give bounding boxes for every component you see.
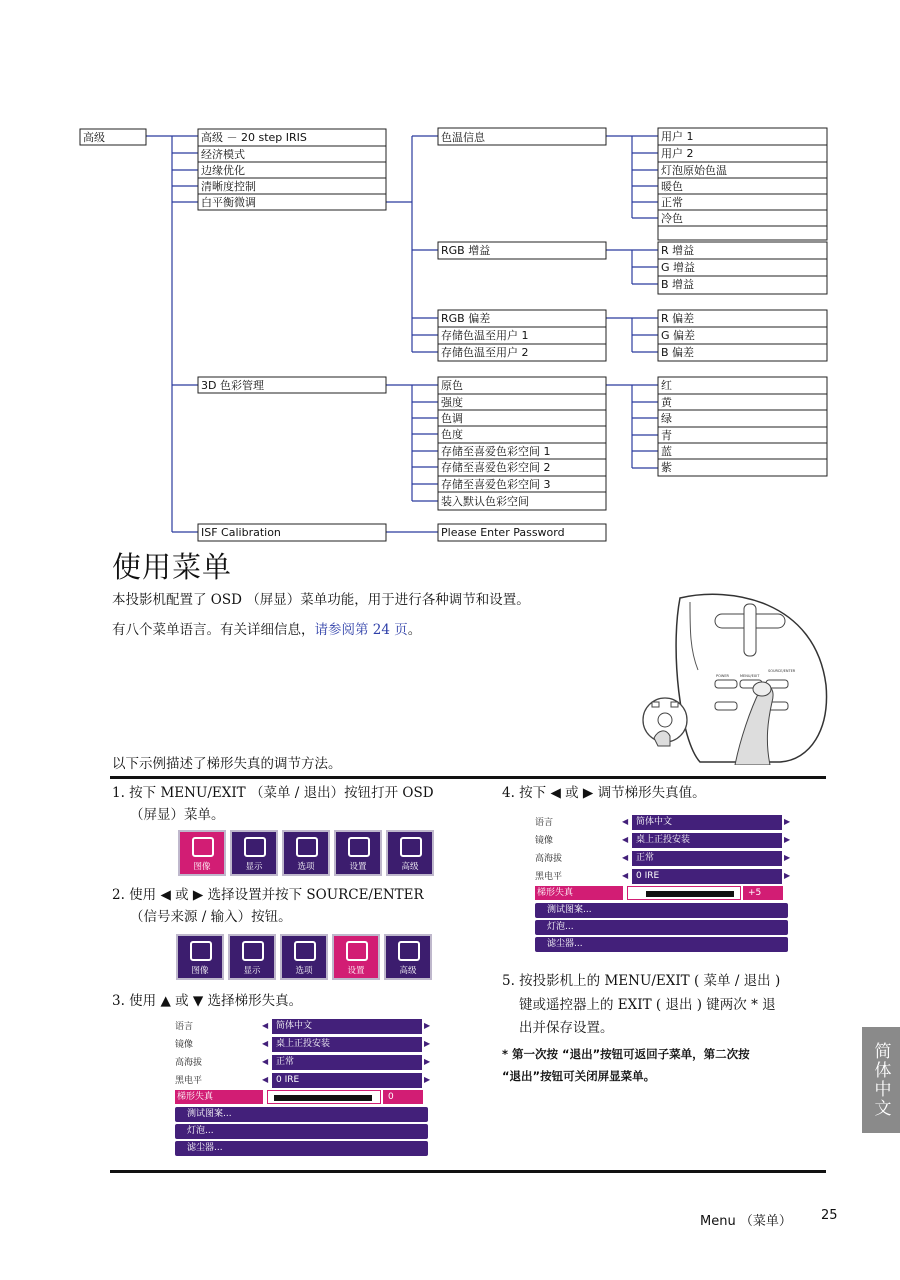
step5-line3: 出并保存设置。 [519, 1020, 614, 1036]
tree-node-rgb-offset: RGB 偏差 [441, 312, 491, 325]
arrow-left-icon[interactable]: ◀ [622, 835, 629, 844]
tree-node-lamp-native: 灯泡原始色温 [661, 164, 727, 177]
osd-key: 黑电平 [175, 1076, 203, 1086]
step4-line1: 4. 按下 ◀ 或 ▶ 调节梯形失真值。 [502, 785, 706, 801]
tab-options[interactable] [282, 830, 330, 876]
intro-paragraph-2 [112, 618, 421, 638]
osd-panel-step4 [535, 815, 791, 955]
osd-row-black-level[interactable] [535, 869, 791, 884]
osd-sub-filter[interactable]: 滤尘器... [535, 937, 788, 952]
keystone-value: 0 [383, 1090, 423, 1104]
arrow-left-icon[interactable]: ◀ [262, 1057, 269, 1066]
control-panel-illustration [640, 590, 830, 765]
tree-node-3d-color: 3D 色彩管理 [201, 379, 264, 392]
setup-icon [348, 837, 370, 857]
keystone-slider-bar [274, 1095, 372, 1101]
arrow-left-icon[interactable]: ◀ [622, 817, 629, 826]
picture-icon [192, 837, 214, 857]
osd-value: 正常 [272, 1055, 422, 1070]
tree-node-b-offset: B 偏差 [661, 346, 695, 359]
osd-row-altitude[interactable] [175, 1055, 431, 1070]
tree-node-hue: 色调 [441, 412, 463, 425]
section-rule-top [110, 776, 826, 779]
step5-line1: 5. 按投影机上的 MENU/EXIT ( 菜单 / 退出 ) [502, 973, 781, 989]
osd-sub-filter[interactable]: 滤尘器... [175, 1141, 428, 1156]
osd-key: 高海拔 [535, 854, 563, 864]
intro2-suffix: 。 [407, 622, 422, 638]
osd-row-language[interactable] [175, 1019, 431, 1034]
tree-node-load-default: 装入默认色彩空间 [441, 495, 529, 508]
arrow-right-icon[interactable]: ▶ [784, 853, 791, 862]
keystone-label: 梯形失真 [535, 886, 623, 900]
tree-node-sharpness: 清晰度控制 [201, 180, 256, 193]
keystone-slider-bar [646, 891, 734, 897]
tree-node-save-space3: 存储至喜爱色彩空间 3 [441, 478, 551, 491]
tab-picture[interactable] [176, 934, 224, 980]
step3-line1: 3. 使用 ▲ 或 ▼ 选择梯形失真。 [112, 993, 303, 1009]
footer-section-name: Menu （菜单） [700, 1214, 792, 1229]
arrow-right-icon[interactable]: ▶ [784, 817, 791, 826]
tree-node-blue: 蓝 [661, 445, 672, 458]
arrow-right-icon[interactable]: ▶ [424, 1057, 431, 1066]
intro2-prefix: 有八个菜单语言。有关详细信息， [112, 622, 315, 638]
step5-line2: 键或遥控器上的 EXIT ( 退出 ) 键两次 * 退 [519, 997, 776, 1013]
tree-root [80, 129, 146, 145]
remote-label-menu: MENU/EXIT [740, 674, 760, 678]
footnote-line2: “退出”按钮可关闭屏显菜单。 [502, 1069, 656, 1083]
osd-sub-lamp[interactable]: 灯泡... [535, 920, 788, 935]
display-icon [242, 941, 264, 961]
tab-setup-label: 设置 [349, 862, 367, 872]
tab-picture-label: 图像 [193, 862, 211, 872]
tree-root-label: 高级 [83, 131, 105, 144]
tree-level2 [438, 128, 606, 541]
tree-node-magenta: 紫 [661, 461, 672, 474]
arrow-right-icon[interactable]: ▶ [424, 1021, 431, 1030]
tree-node-edge: 边缘优化 [201, 164, 245, 177]
osd-row-mirror[interactable] [535, 833, 791, 848]
tab-display-label: 显示 [243, 966, 261, 976]
tree-node-save-user1: 存储色温至用户 1 [441, 329, 529, 342]
osd-value: 0 IRE [632, 869, 782, 884]
tab-advanced[interactable] [386, 830, 434, 876]
tab-options-label: 选项 [297, 862, 315, 872]
arrow-left-icon[interactable]: ◀ [622, 853, 629, 862]
tree-level3 [658, 128, 827, 476]
arrow-right-icon[interactable]: ▶ [424, 1075, 431, 1084]
arrow-right-icon[interactable]: ▶ [784, 835, 791, 844]
tree-node-eco: 经济模式 [201, 148, 245, 161]
osd-panel-step3 [175, 1019, 431, 1159]
tab-advanced[interactable] [384, 934, 432, 980]
tree-node-iris: 高级 － 20 step IRIS [201, 131, 307, 144]
arrow-left-icon[interactable]: ◀ [262, 1075, 269, 1084]
tree-node-cool: 冷色 [661, 212, 683, 225]
tree-level1 [198, 129, 386, 541]
tab-setup[interactable] [332, 934, 380, 980]
osd-value: 0 IRE [272, 1073, 422, 1088]
arrow-right-icon[interactable]: ▶ [424, 1039, 431, 1048]
tree-node-white-balance: 白平衡微调 [201, 196, 256, 209]
page-number: 25 [821, 1208, 838, 1223]
tab-options-label: 选项 [295, 966, 313, 976]
osd-row-altitude[interactable] [535, 851, 791, 866]
tree-node-cyan: 青 [661, 429, 672, 442]
osd-key: 镜像 [175, 1040, 194, 1050]
keystone-slider-track[interactable] [627, 886, 741, 900]
section-heading: 使用菜单 [112, 550, 233, 584]
osd-row-language[interactable] [535, 815, 791, 830]
tree-node-warm: 暖色 [661, 180, 683, 193]
osd-row-black-level[interactable] [175, 1073, 431, 1088]
osd-tabbar-step1 [178, 830, 434, 876]
options-icon [294, 941, 316, 961]
tab-setup-label: 设置 [347, 966, 365, 976]
keystone-label: 梯形失真 [175, 1090, 263, 1104]
arrow-left-icon[interactable]: ◀ [262, 1021, 269, 1030]
step2-line1: 2. 使用 ◀ 或 ▶ 选择设置并按下 SOURCE/ENTER [112, 887, 424, 903]
setup-icon [346, 941, 368, 961]
osd-value: 桌上正投安装 [632, 833, 782, 848]
remote-label-source: SOURCE/ENTER [768, 669, 796, 673]
arrow-left-icon[interactable]: ◀ [622, 871, 629, 880]
tab-display[interactable] [230, 830, 278, 876]
osd-sub-test-pattern[interactable]: 测试图案... [175, 1107, 428, 1122]
osd-value: 简体中文 [272, 1019, 422, 1034]
osd-key: 镜像 [535, 836, 554, 846]
osd-key: 语言 [535, 818, 554, 828]
tree-node-password: Please Enter Password [441, 526, 565, 539]
section-rule-bottom [110, 1170, 826, 1173]
side-language-tab: 简体中文 [862, 1027, 900, 1133]
tree-node-user2: 用户 2 [661, 147, 694, 160]
tree-node-save-space2: 存储至喜爱色彩空间 2 [441, 461, 551, 474]
tree-node-red: 红 [661, 379, 672, 392]
keystone-slider-track[interactable] [267, 1090, 381, 1104]
options-icon [296, 837, 318, 857]
tab-advanced-label: 高级 [401, 862, 419, 872]
tree-node-rgb-gain: RGB 增益 [441, 244, 491, 257]
intro-paragraph-1: 本投影机配置了 OSD （屏显）菜单功能，用于进行各种调节和设置。 [112, 592, 530, 608]
tree-node-saturation: 色度 [441, 428, 463, 441]
tab-advanced-label: 高级 [399, 966, 417, 976]
keystone-value: +5 [743, 886, 783, 900]
picture-icon [190, 941, 212, 961]
advanced-icon [400, 837, 422, 857]
osd-value: 正常 [632, 851, 782, 866]
osd-sub-lamp[interactable]: 灯泡... [175, 1124, 428, 1139]
tab-picture[interactable] [178, 830, 226, 876]
osd-key: 黑电平 [535, 872, 563, 882]
tree-node-r-gain: R 增益 [661, 244, 695, 257]
tree-node-b-gain: B 增益 [661, 278, 695, 291]
remote-label-power: POWER [716, 674, 729, 678]
tree-node-g-gain: G 增益 [661, 261, 696, 274]
osd-value: 桌上正投安装 [272, 1037, 422, 1052]
tab-picture-label: 图像 [191, 966, 209, 976]
osd-row-mirror[interactable] [175, 1037, 431, 1052]
osd-sub-test-pattern[interactable]: 测试图案... [535, 903, 788, 918]
osd-key: 高海拔 [175, 1058, 203, 1068]
footnote-line1: * 第一次按 “退出”按钮可返回子菜单，第二次按 [502, 1047, 750, 1061]
tab-display[interactable] [228, 934, 276, 980]
page-reference-link[interactable]: 请参阅第 24 页 [314, 622, 408, 638]
tree-node-isf: ISF Calibration [201, 526, 281, 539]
tree-node-user1: 用户 1 [661, 130, 694, 143]
tree-node-primary: 原色 [441, 379, 463, 392]
tree-node-yellow: 黄 [661, 396, 672, 409]
example-caption: 以下示例描述了梯形失真的调节方法。 [112, 756, 342, 772]
tree-node-green: 绿 [661, 412, 672, 425]
tab-options[interactable] [280, 934, 328, 980]
tree-node-normal: 正常 [661, 196, 683, 209]
step1-line2: （屏显）菜单。 [130, 807, 225, 823]
arrow-right-icon[interactable]: ▶ [784, 871, 791, 880]
tree-node-intensity: 强度 [441, 396, 463, 409]
tree-node-save-space1: 存储至喜爱色彩空间 1 [441, 445, 551, 458]
osd-value: 简体中文 [632, 815, 782, 830]
tree-node-r-offset: R 偏差 [661, 312, 695, 325]
menu-tree-diagram [0, 0, 900, 560]
advanced-icon [398, 941, 420, 961]
step1-line1: 1. 按下 MENU/EXIT （菜单 / 退出）按钮打开 OSD [112, 785, 434, 801]
step2-line2: （信号来源 / 输入）按钮。 [130, 909, 292, 925]
arrow-left-icon[interactable]: ◀ [262, 1039, 269, 1048]
display-icon [244, 837, 266, 857]
tab-display-label: 显示 [245, 862, 263, 872]
osd-key: 语言 [175, 1022, 194, 1032]
osd-row-keystone[interactable] [535, 886, 791, 901]
tree-node-color-temp: 色温信息 [441, 131, 485, 144]
osd-row-keystone[interactable] [175, 1090, 431, 1105]
tab-setup[interactable] [334, 830, 382, 876]
tree-node-save-user2: 存储色温至用户 2 [441, 346, 529, 359]
osd-tabbar-step2 [176, 934, 432, 980]
tree-node-g-offset: G 偏差 [661, 329, 696, 342]
